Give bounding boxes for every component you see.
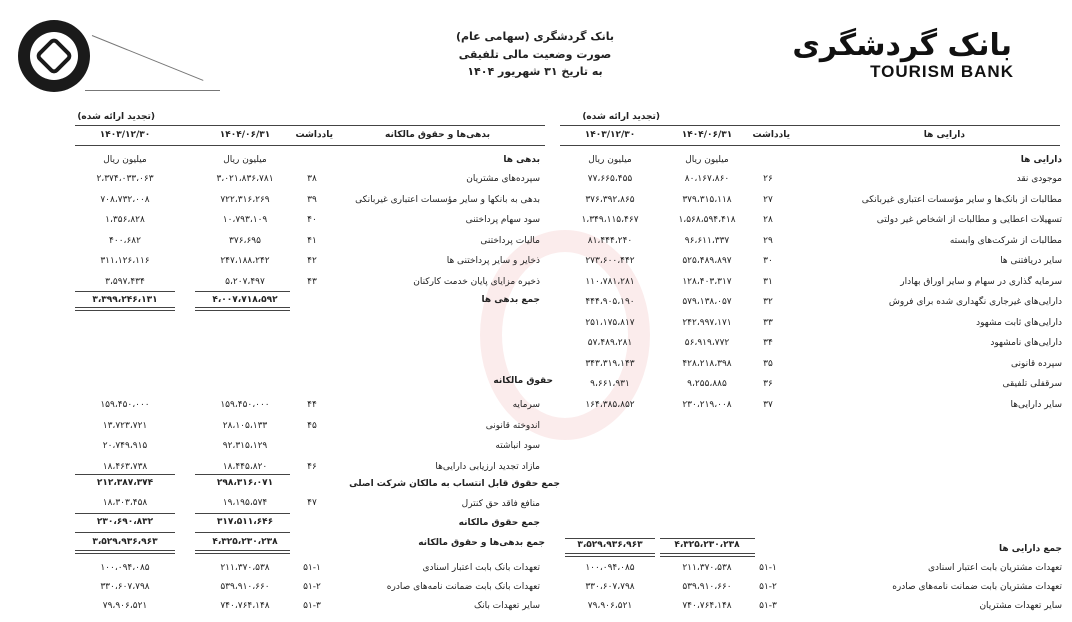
asset-row-current: ۵۲۵،۴۸۹،۸۹۷ — [682, 256, 732, 266]
liab-commitment-label: تعهدات بانک بابت اعتبار اسنادی — [422, 563, 540, 573]
equity-section-heading: حقوق مالکانه — [493, 376, 553, 386]
liab-total-double-prior — [75, 307, 175, 311]
liab-header-rule — [75, 125, 545, 126]
liab-col-note: یادداشت — [295, 130, 333, 140]
liab-row-label: سود سهام پرداختنی — [465, 215, 540, 225]
liab-commitment-current: ۲۱۱،۳۷۰،۵۳۸ — [220, 563, 270, 573]
emblem-rule — [92, 35, 204, 81]
asset-row-prior: ۲۵۱،۱۷۵،۸۱۷ — [585, 318, 635, 328]
asset-row-prior: ۱۶۴،۳۸۵،۸۵۲ — [585, 400, 635, 410]
liab-commitment-current: ۵۳۹،۹۱۰،۶۶۰ — [220, 582, 270, 592]
equity-row-label: سرمایه — [512, 400, 540, 410]
asset-row-prior: ۹،۶۶۱،۹۳۱ — [590, 379, 630, 389]
asset-row-current: ۹،۲۵۵،۸۸۵ — [687, 379, 727, 389]
asset-row-current: ۴۲۸،۲۱۸،۳۹۸ — [682, 359, 732, 369]
emblem-baseline — [85, 90, 220, 91]
parent-equity-current: ۲۹۸،۳۱۶،۰۷۱ — [216, 478, 274, 488]
liab-row-note: ۴۲ — [307, 256, 317, 266]
asset-commitment-note: ۵۱-۲ — [759, 582, 777, 592]
assets-section-heading: دارایی ها — [1020, 155, 1062, 165]
assets-col-note: یادداشت — [752, 130, 790, 140]
asset-row-label: دارایی‌های غیرجاری نگهداری شده برای فروش — [888, 297, 1062, 307]
asset-row-note: ۲۹ — [763, 236, 773, 246]
asset-row-label: تسهیلات اعطایی و مطالبات از اشخاص غیر دولتی — [876, 215, 1062, 225]
asset-row-prior: ۳۴۳،۳۱۹،۱۴۳ — [585, 359, 635, 369]
liab-row-prior: ۲،۳۷۴،۰۳۳،۰۶۳ — [96, 174, 154, 184]
assets-total-prior: ۳،۵۲۹،۹۳۶،۹۶۳ — [577, 540, 643, 550]
assets-total-current: ۴،۳۲۵،۲۳۰،۲۳۸ — [674, 540, 740, 550]
liab-commitment-current: ۷۴۰،۷۶۴،۱۴۸ — [220, 601, 270, 611]
asset-row-label: دارایی‌های ثابت مشهود — [976, 318, 1062, 328]
liab-row-label: بدهی به بانکها و سایر مؤسسات اعتباری غیربانکی — [355, 195, 540, 205]
nci-current: ۱۹،۱۹۵،۵۷۴ — [222, 498, 268, 508]
asset-row-note: ۲۸ — [763, 215, 773, 225]
asset-row-note: ۳۶ — [763, 379, 773, 389]
asset-row-current: ۱،۵۶۸،۵۹۴،۴۱۸ — [678, 215, 736, 225]
liab-commitment-note: ۵۱-۱ — [303, 563, 321, 573]
bank-name: بانک گردشگری (سهامی عام) — [455, 30, 615, 43]
asset-row-current: ۹۶،۶۱۱،۳۳۷ — [684, 236, 730, 246]
liab-row-prior: ۱،۳۵۶،۸۲۸ — [105, 215, 145, 225]
asset-commitment-current: ۲۱۱،۳۷۰،۵۳۸ — [682, 563, 732, 573]
asset-row-note: ۳۱ — [763, 277, 773, 287]
grand-total-rule-prior — [75, 532, 175, 533]
assets-restated: (تجدید ارائه شده) — [582, 112, 660, 122]
equity-row-current: ۲۸،۱۰۵،۱۳۳ — [222, 421, 268, 431]
liab-row-current: ۷۲۲،۳۱۶،۲۶۹ — [220, 195, 270, 205]
nci-label: منافع فاقد حق کنترل — [461, 499, 540, 509]
asset-commitment-note: ۵۱-۱ — [759, 563, 777, 573]
grand-total-prior: ۳،۵۲۹،۹۳۶،۹۶۳ — [92, 537, 158, 547]
liab-row-prior: ۴۰۰،۶۸۲ — [109, 236, 141, 246]
grand-total-rule-current — [195, 532, 290, 533]
total-equity-rule-current — [195, 513, 290, 514]
asset-row-prior: ۱۱۰،۷۸۱،۲۸۱ — [585, 277, 635, 287]
assets-total-rule-prior — [565, 538, 655, 539]
equity-row-prior: ۲۰،۷۴۹،۹۱۵ — [102, 441, 148, 451]
asset-row-prior: ۷۷،۶۶۵،۴۵۵ — [587, 174, 633, 184]
asset-row-current: ۸۰،۱۶۷،۸۶۰ — [684, 174, 730, 184]
asset-row-current: ۵۷۹،۱۳۸،۰۵۷ — [682, 297, 732, 307]
statement-title: صورت وضعیت مالی تلفیقی — [458, 48, 612, 61]
liab-unit-prior: میلیون ریال — [103, 155, 147, 165]
liab-total-rule-prior — [75, 291, 175, 292]
liab-row-note: ۳۹ — [307, 195, 317, 205]
brand-logo-fa: بانک گردشگری — [792, 28, 1012, 63]
parent-equity-prior: ۲۱۲،۳۸۷،۳۷۴ — [96, 478, 154, 488]
equity-row-prior: ۱۸،۴۶۳،۷۳۸ — [102, 462, 148, 472]
asset-row-prior: ۱،۳۴۹،۱۱۵،۴۶۷ — [581, 215, 639, 225]
liab-total-label: جمع بدهی ها — [481, 295, 540, 305]
liab-row-current: ۲۴۷،۱۸۸،۲۴۲ — [220, 256, 270, 266]
liab-unit-current: میلیون ریال — [223, 155, 267, 165]
liab-row-prior: ۷۰۸،۷۳۲،۰۰۸ — [100, 195, 150, 205]
liab-row-label: ذخیره مزایای پایان خدمت کارکنان — [413, 277, 540, 287]
equity-row-prior: ۱۳،۷۲۳،۷۲۱ — [102, 421, 148, 431]
liab-restated: (تجدید ارائه شده) — [77, 112, 155, 122]
asset-row-label: سایر دارایی‌ها — [1010, 400, 1062, 410]
parent-equity-rule-prior — [75, 474, 175, 475]
asset-row-label: سایر دریافتنی ها — [1000, 256, 1062, 266]
equity-row-label: اندوخته قانونی — [485, 421, 540, 431]
asset-row-label: سرقفلی تلفیقی — [1002, 379, 1062, 389]
liab-row-label: مالیات پرداختنی — [480, 236, 540, 246]
asset-row-label: مطالبات از شرکت‌های وابسته — [949, 236, 1062, 246]
asset-row-prior: ۴۴۴،۹۰۵،۱۹۰ — [585, 297, 635, 307]
liab-commitment-prior: ۳۳۰،۶۰۷،۷۹۸ — [100, 582, 150, 592]
liab-row-current: ۳،۰۲۱،۸۳۶،۷۸۱ — [216, 174, 274, 184]
liab-row-label: ذخایر و سایر پرداختنی ها — [446, 256, 540, 266]
assets-col-prior: ۱۴۰۳/۱۲/۳۰ — [584, 130, 636, 140]
asset-row-label: سپرده قانونی — [1010, 359, 1062, 369]
asset-commitment-current: ۵۳۹،۹۱۰،۶۶۰ — [682, 582, 732, 592]
asset-row-current: ۳۷۹،۳۱۵،۱۱۸ — [682, 195, 732, 205]
grand-total-current: ۴،۳۲۵،۲۳۰،۲۳۸ — [212, 537, 278, 547]
total-equity-prior: ۲۳۰،۶۹۰،۸۳۲ — [96, 517, 154, 527]
parent-equity-label: جمع حقوق قابل انتساب به مالکان شرکت اصلی — [349, 479, 560, 489]
nci-prior: ۱۸،۳۰۳،۴۵۸ — [102, 498, 148, 508]
asset-row-note: ۳۷ — [763, 400, 773, 410]
liab-header-rule-bottom — [75, 145, 545, 146]
liab-section-heading: بدهی ها — [503, 155, 540, 165]
asset-commitment-prior: ۱۰۰،۰۹۴،۰۸۵ — [585, 563, 635, 573]
liab-commitment-prior: ۷۹،۹۰۶،۵۲۱ — [102, 601, 148, 611]
grand-total-double-current — [195, 550, 290, 554]
asset-row-note: ۳۵ — [763, 359, 773, 369]
equity-row-note: ۴۶ — [307, 462, 317, 472]
liab-row-current: ۳۷۶،۶۹۵ — [229, 236, 261, 246]
liab-total-prior: ۳،۳۹۹،۲۴۶،۱۳۱ — [92, 295, 158, 305]
assets-col-current: ۱۴۰۴/۰۶/۳۱ — [681, 130, 733, 140]
equity-row-current: ۹۲،۳۱۵،۱۲۹ — [222, 441, 268, 451]
liab-total-double-current — [195, 307, 290, 311]
asset-commitment-label: سایر تعهدات مشتریان — [979, 601, 1062, 611]
total-equity-label: جمع حقوق مالکانه — [458, 518, 540, 528]
liab-col-title: بدهی‌ها و حقوق مالکانه — [385, 130, 490, 140]
assets-total-double-current — [660, 553, 755, 557]
total-equity-rule-prior — [75, 513, 175, 514]
assets-col-title: دارایی ها — [923, 130, 965, 140]
grand-total-label: جمع بدهی‌ها و حقوق مالکانه — [418, 538, 545, 548]
equity-row-prior: ۱۵۹،۴۵۰،۰۰۰ — [100, 400, 150, 410]
assets-total-rule-current — [660, 538, 755, 539]
asset-row-label: موجودی نقد — [1016, 174, 1062, 184]
asset-row-current: ۲۳۰،۲۱۹،۰۰۸ — [682, 400, 732, 410]
asset-row-note: ۳۲ — [763, 297, 773, 307]
asset-row-note: ۳۳ — [763, 318, 773, 328]
liab-row-prior: ۳۱۱،۱۲۶،۱۱۶ — [100, 256, 150, 266]
asset-commitment-label: تعهدات مشتریان بابت اعتبار اسنادی — [927, 563, 1062, 573]
liab-commitment-label: تعهدات بانک بابت ضمانت نامه‌های صادره — [386, 582, 540, 592]
liab-row-note: ۴۰ — [307, 215, 317, 225]
assets-header-rule-bottom — [560, 145, 1060, 146]
liab-col-current: ۱۴۰۴/۰۶/۳۱ — [219, 130, 271, 140]
liab-commitment-note: ۵۱-۲ — [303, 582, 321, 592]
asset-commitment-current: ۷۴۰،۷۶۴،۱۴۸ — [682, 601, 732, 611]
asset-row-prior: ۳۷۶،۳۹۲،۸۶۵ — [585, 195, 635, 205]
asset-commitment-prior: ۳۳۰،۶۰۷،۷۹۸ — [585, 582, 635, 592]
liab-row-current: ۱۰،۷۹۳،۱۰۹ — [222, 215, 268, 225]
liab-row-current: ۵،۲۰۷،۴۹۷ — [225, 277, 265, 287]
assets-total-double-prior — [565, 553, 655, 557]
equity-row-note: ۴۴ — [307, 400, 317, 410]
bank-emblem-icon — [18, 20, 90, 92]
total-equity-current: ۳۱۷،۵۱۱،۶۴۶ — [216, 517, 274, 527]
liab-total-rule-current — [195, 291, 290, 292]
statement-date: به تاریخ ۳۱ شهریور ۱۴۰۴ — [467, 65, 603, 78]
asset-row-current: ۱۲۸،۴۰۳،۳۱۷ — [682, 277, 732, 287]
liab-row-label: سپرده‌های مشتریان — [466, 174, 540, 184]
assets-unit-current: میلیون ریال — [685, 155, 729, 165]
asset-row-label: دارایی‌های نامشهود — [990, 338, 1062, 348]
liab-row-prior: ۳،۵۹۷،۴۳۴ — [105, 277, 145, 287]
liab-total-current: ۴،۰۰۷،۷۱۸،۵۹۲ — [212, 295, 278, 305]
asset-row-note: ۲۷ — [763, 195, 773, 205]
assets-unit-prior: میلیون ریال — [588, 155, 632, 165]
brand-logo-en: TOURISM BANK — [870, 62, 1014, 81]
assets-header-rule — [560, 125, 1060, 126]
asset-row-current: ۲۴۲،۹۹۷،۱۷۱ — [682, 318, 732, 328]
equity-row-note: ۴۵ — [307, 421, 317, 431]
liab-col-prior: ۱۴۰۳/۱۲/۳۰ — [99, 130, 151, 140]
equity-row-current: ۱۵۹،۴۵۰،۰۰۰ — [220, 400, 270, 410]
assets-total-label: جمع دارایی ها — [998, 544, 1062, 554]
equity-row-label: سود انباشته — [495, 441, 540, 451]
equity-row-label: مازاد تجدید ارزیابی دارایی‌ها — [435, 462, 540, 472]
grand-total-double-prior — [75, 550, 175, 554]
parent-equity-rule-current — [195, 474, 290, 475]
liab-row-note: ۳۸ — [307, 174, 317, 184]
asset-commitment-note: ۵۱-۳ — [759, 601, 777, 611]
asset-commitment-prior: ۷۹،۹۰۶،۵۲۱ — [587, 601, 633, 611]
liab-commitment-prior: ۱۰۰،۰۹۴،۰۸۵ — [100, 563, 150, 573]
liab-commitment-note: ۵۱-۳ — [303, 601, 321, 611]
equity-row-current: ۱۸،۴۴۵،۸۲۰ — [222, 462, 268, 472]
liab-row-note: ۴۳ — [307, 277, 317, 287]
asset-row-label: سرمایه گذاری در سهام و سایر اوراق بهادار — [900, 277, 1062, 287]
liab-row-note: ۴۱ — [307, 236, 317, 246]
asset-row-label: مطالبات از بانک‌ها و سایر مؤسسات اعتباری غیربانکی — [861, 195, 1062, 205]
asset-row-note: ۲۶ — [763, 174, 773, 184]
nci-note: ۴۷ — [307, 498, 317, 508]
asset-row-note: ۳۴ — [763, 338, 773, 348]
liab-commitment-label: سایر تعهدات بانک — [474, 601, 540, 611]
asset-row-prior: ۲۷۳،۶۰۰،۴۴۲ — [585, 256, 635, 266]
asset-row-prior: ۸۱،۴۴۴،۲۴۰ — [587, 236, 633, 246]
asset-row-note: ۳۰ — [763, 256, 773, 266]
asset-row-current: ۵۶،۹۱۹،۷۷۲ — [684, 338, 730, 348]
asset-row-prior: ۵۷،۴۸۹،۲۸۱ — [587, 338, 633, 348]
asset-commitment-label: تعهدات مشتریان بابت ضمانت نامه‌های صادره — [892, 582, 1062, 592]
